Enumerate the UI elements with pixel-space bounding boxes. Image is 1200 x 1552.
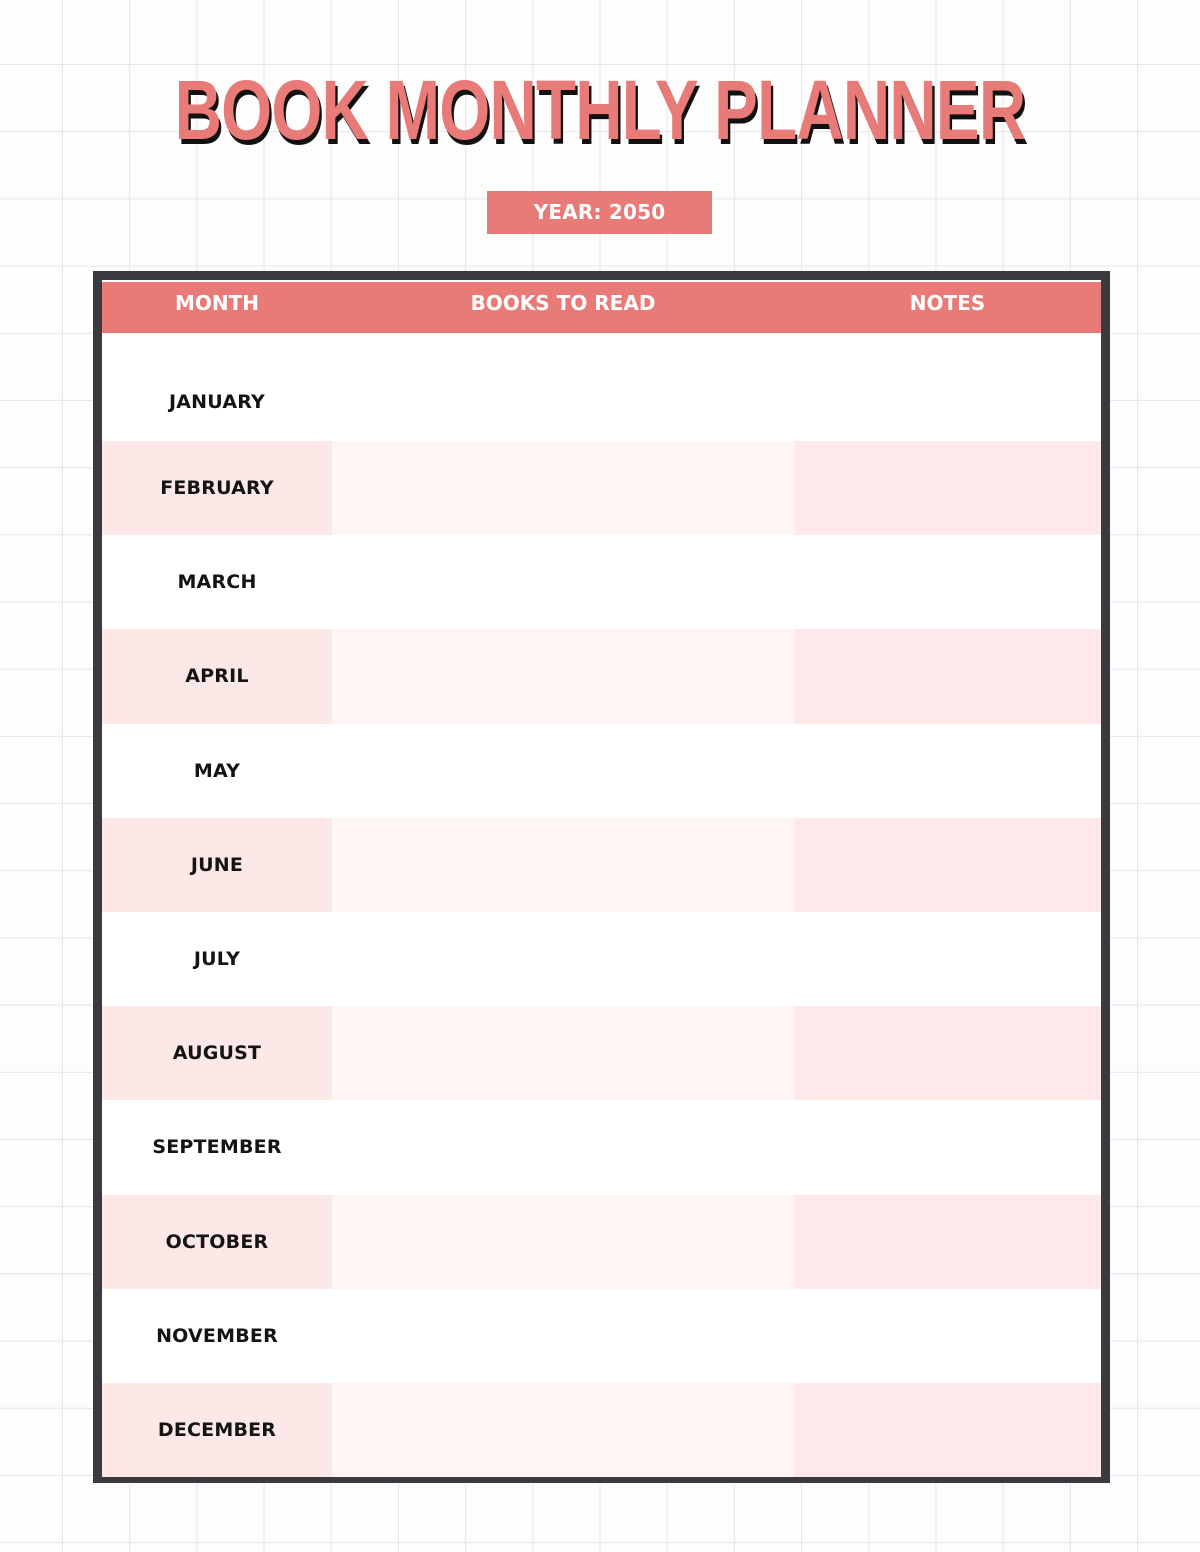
table-row bbox=[102, 535, 1101, 629]
table-body bbox=[102, 333, 1101, 1477]
month-label: FEBRUARY bbox=[160, 477, 274, 500]
month-label: JULY bbox=[193, 948, 241, 971]
books-cell[interactable] bbox=[332, 1195, 794, 1289]
table-header bbox=[102, 280, 1101, 333]
notes-cell[interactable] bbox=[794, 912, 1101, 1006]
month-label: JANUARY bbox=[169, 391, 265, 413]
month-label: MARCH bbox=[177, 571, 257, 594]
notes-cell[interactable] bbox=[794, 818, 1101, 912]
books-cell[interactable] bbox=[332, 1289, 794, 1383]
books-cell[interactable] bbox=[332, 535, 794, 629]
books-cell[interactable] bbox=[332, 1383, 794, 1477]
table-row bbox=[102, 1100, 1101, 1194]
table-row bbox=[102, 912, 1101, 1006]
books-cell[interactable] bbox=[332, 1100, 794, 1194]
planner-table bbox=[93, 271, 1110, 1483]
column-header-books-to-read: BOOKS TO READ bbox=[470, 291, 656, 315]
notes-cell[interactable] bbox=[794, 333, 1101, 441]
books-cell[interactable] bbox=[332, 912, 794, 1006]
column-header-notes: NOTES bbox=[909, 291, 986, 315]
month-label: DECEMBER bbox=[157, 1418, 277, 1441]
table-row bbox=[102, 1383, 1101, 1477]
books-cell[interactable] bbox=[332, 724, 794, 818]
notes-cell[interactable] bbox=[794, 535, 1101, 629]
books-cell[interactable] bbox=[332, 333, 794, 441]
books-cell[interactable] bbox=[332, 818, 794, 912]
month-label: NOVEMBER bbox=[156, 1324, 278, 1347]
month-label: MAY bbox=[193, 759, 241, 782]
table-row bbox=[102, 1289, 1101, 1383]
table-row bbox=[102, 818, 1101, 912]
year-badge: YEAR: 2050 bbox=[487, 191, 712, 234]
notes-cell[interactable] bbox=[794, 1289, 1101, 1383]
books-cell[interactable] bbox=[332, 1006, 794, 1100]
month-label: OCTOBER bbox=[165, 1230, 269, 1253]
month-label: APRIL bbox=[185, 665, 249, 688]
notes-cell[interactable] bbox=[794, 1100, 1101, 1194]
notes-cell[interactable] bbox=[794, 724, 1101, 818]
table-row bbox=[102, 441, 1101, 535]
notes-cell[interactable] bbox=[794, 629, 1101, 723]
column-header-month: MONTH bbox=[174, 291, 260, 315]
books-cell[interactable] bbox=[332, 629, 794, 723]
table-row bbox=[102, 724, 1101, 818]
notes-cell[interactable] bbox=[794, 1006, 1101, 1100]
page-title: BOOK MONTHLY PLANNER bbox=[174, 63, 1026, 157]
notes-cell[interactable] bbox=[794, 441, 1101, 535]
month-label: AUGUST bbox=[172, 1042, 262, 1065]
table-row bbox=[102, 333, 1101, 441]
table-row bbox=[102, 1006, 1101, 1100]
books-cell[interactable] bbox=[332, 441, 794, 535]
table-row bbox=[102, 629, 1101, 723]
notes-cell[interactable] bbox=[794, 1383, 1101, 1477]
month-label: SEPTEMBER bbox=[152, 1136, 282, 1159]
table-row bbox=[102, 1195, 1101, 1289]
notes-cell[interactable] bbox=[794, 1195, 1101, 1289]
month-label: JUNE bbox=[190, 853, 244, 876]
